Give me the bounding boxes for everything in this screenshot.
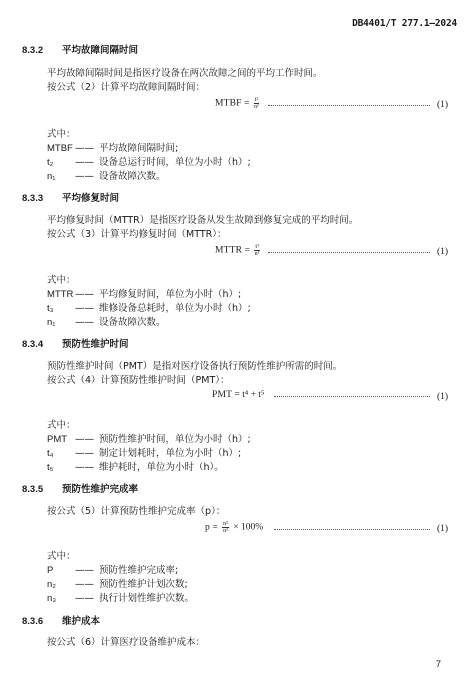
formula-equals: = xyxy=(212,522,218,533)
section-number: 8.3.4 xyxy=(22,339,44,350)
where-label: 式中： xyxy=(47,275,76,286)
definition-dash: —— xyxy=(75,593,94,604)
formula-fraction xyxy=(254,97,259,110)
definition-row xyxy=(47,576,188,590)
section-number: 8.3.5 xyxy=(22,484,44,495)
section-title: 预防性维护完成率 xyxy=(62,484,139,495)
definition-symbol: MTBF xyxy=(47,143,73,154)
formula-lhs: MTBF xyxy=(215,98,242,109)
definition-row xyxy=(47,286,241,300)
definition-text: 设备故障次数。 xyxy=(99,317,166,328)
formula-mttr xyxy=(215,244,262,257)
formula-number: (1) xyxy=(437,100,449,110)
formula-completion-rate xyxy=(205,521,263,534)
definition-text: 平均故障间隔时间; xyxy=(99,143,179,154)
definition-text: 设备故障次数。 xyxy=(99,171,166,182)
section-heading-8-3-2 xyxy=(22,42,138,56)
definition-symbol: MTTR xyxy=(47,289,74,300)
definition-text: 预防性维护完成率; xyxy=(99,565,179,576)
fraction-denominator: n¹ xyxy=(254,104,259,110)
paragraph: 按公式（2）计算平均故障间隔时间： xyxy=(47,82,206,93)
definition-text: 维护耗时，单位为小时（h）。 xyxy=(99,462,224,473)
definition-dash: —— xyxy=(75,317,94,328)
formula-pmt xyxy=(212,390,264,400)
definition-row xyxy=(47,562,178,576)
definition-dash: —— xyxy=(75,303,94,314)
formula-fraction xyxy=(222,521,229,534)
paragraph: 平均修复时间（MTTR）是指医疗设备从发生故障到修复完成的平均时间。 xyxy=(47,215,359,226)
formula-expression: t⁴ + t⁵ xyxy=(242,390,265,400)
definition-symbol: t₄ xyxy=(47,448,54,459)
section-title: 预防性维护时间 xyxy=(62,339,129,350)
definition-dash: —— xyxy=(75,157,94,168)
page-number: 7 xyxy=(435,659,441,670)
definition-row xyxy=(47,459,224,473)
definition-symbol: n₂ xyxy=(47,579,56,590)
definition-text: 执行计划性维护次数。 xyxy=(99,593,195,604)
fraction-numerator: t³ xyxy=(255,244,259,250)
section-heading-8-3-5 xyxy=(22,481,138,495)
definition-symbol: n₁ xyxy=(47,317,56,328)
formula-leader-dots xyxy=(274,396,430,397)
fraction-numerator: n² xyxy=(223,521,228,527)
formula-fraction xyxy=(254,244,259,257)
definition-text: 预防性维护时间，单位为小时（h）; xyxy=(99,434,251,445)
definition-symbol: PMT xyxy=(47,434,68,445)
definition-row xyxy=(47,314,166,328)
fraction-numerator: t² xyxy=(254,97,259,103)
fraction-denominator: n¹ xyxy=(254,251,260,257)
paragraph: 按公式（4）计算预防性维护时间（PMT）： xyxy=(47,375,230,386)
definition-dash: —— xyxy=(75,171,94,182)
definition-dash: —— xyxy=(75,143,94,154)
formula-lhs: p xyxy=(205,522,210,533)
definition-symbol: n₃ xyxy=(47,593,57,604)
definition-row xyxy=(47,590,194,604)
definition-dash: —— xyxy=(75,565,94,576)
definition-row xyxy=(47,140,178,154)
section-title: 维护成本 xyxy=(62,616,101,627)
definition-symbol: t₃ xyxy=(47,303,54,314)
section-heading-8-3-6 xyxy=(22,613,100,627)
definition-row xyxy=(47,154,251,168)
paragraph: 平均故障间隔时间是指医疗设备在两次故障之间的平均工作时间。 xyxy=(47,68,323,79)
document-id-header: DB4401/T 277.1—2024 xyxy=(352,18,457,29)
definition-row xyxy=(47,445,241,459)
formula-number: (1) xyxy=(437,524,449,534)
formula-mtbf xyxy=(215,97,261,110)
definition-symbol: P xyxy=(47,565,54,576)
formula-tail: × 100% xyxy=(233,522,264,533)
definition-dash: —— xyxy=(75,462,94,473)
definition-text: 设备总运行时间，单位为小时（h）; xyxy=(99,157,251,168)
definition-symbol: t₅ xyxy=(47,462,54,473)
paragraph: 按公式（3）计算平均修复时间（MTTR）： xyxy=(47,229,227,240)
formula-equals: = xyxy=(234,390,240,400)
section-number: 8.3.3 xyxy=(22,193,44,204)
formula-lhs: PMT xyxy=(212,390,233,400)
definition-text: 制定计划耗时，单位为小时（h）; xyxy=(99,448,242,459)
section-number: 8.3.2 xyxy=(22,45,44,56)
section-heading-8-3-4 xyxy=(22,336,129,350)
paragraph: 预防性维护时间（PMT）是指对医疗设备执行预防性维护所需的时间。 xyxy=(47,361,343,372)
formula-lhs: MTTR xyxy=(215,245,243,256)
formula-leader-dots xyxy=(274,529,430,530)
definition-row xyxy=(47,431,251,445)
formula-leader-dots xyxy=(268,105,430,106)
section-title: 平均修复时间 xyxy=(62,193,120,204)
definition-dash: —— xyxy=(75,289,94,300)
definition-text: 预防性维护计划次数; xyxy=(99,579,188,590)
definition-text: 维修设备总耗时，单位为小时（h）; xyxy=(99,303,251,314)
definition-symbol: t₂ xyxy=(47,157,54,168)
section-heading-8-3-3 xyxy=(22,190,119,204)
formula-leader-dots xyxy=(268,252,430,253)
formula-number: (1) xyxy=(437,392,449,402)
formula-number: (1) xyxy=(437,247,449,257)
paragraph: 按公式（6）计算医疗设备维护成本： xyxy=(47,637,206,648)
section-number: 8.3.6 xyxy=(22,616,44,627)
formula-equals: = xyxy=(244,245,250,256)
definition-symbol: n₁ xyxy=(47,171,56,182)
definition-dash: —— xyxy=(75,434,94,445)
where-label: 式中： xyxy=(47,551,76,562)
where-label: 式中： xyxy=(47,129,76,140)
formula-equals: = xyxy=(244,98,250,109)
definition-row xyxy=(47,300,251,314)
paragraph: 按公式（5）计算预防性维护完成率（p）： xyxy=(47,506,226,517)
where-label: 式中： xyxy=(47,420,76,431)
section-title: 平均故障间隔时间 xyxy=(62,45,139,56)
definition-row xyxy=(47,168,166,182)
fraction-denominator: n³ xyxy=(223,528,228,534)
definition-text: 平均修复时间，单位为小时（h）; xyxy=(99,289,242,300)
definition-dash: —— xyxy=(75,579,94,590)
definition-dash: —— xyxy=(75,448,94,459)
